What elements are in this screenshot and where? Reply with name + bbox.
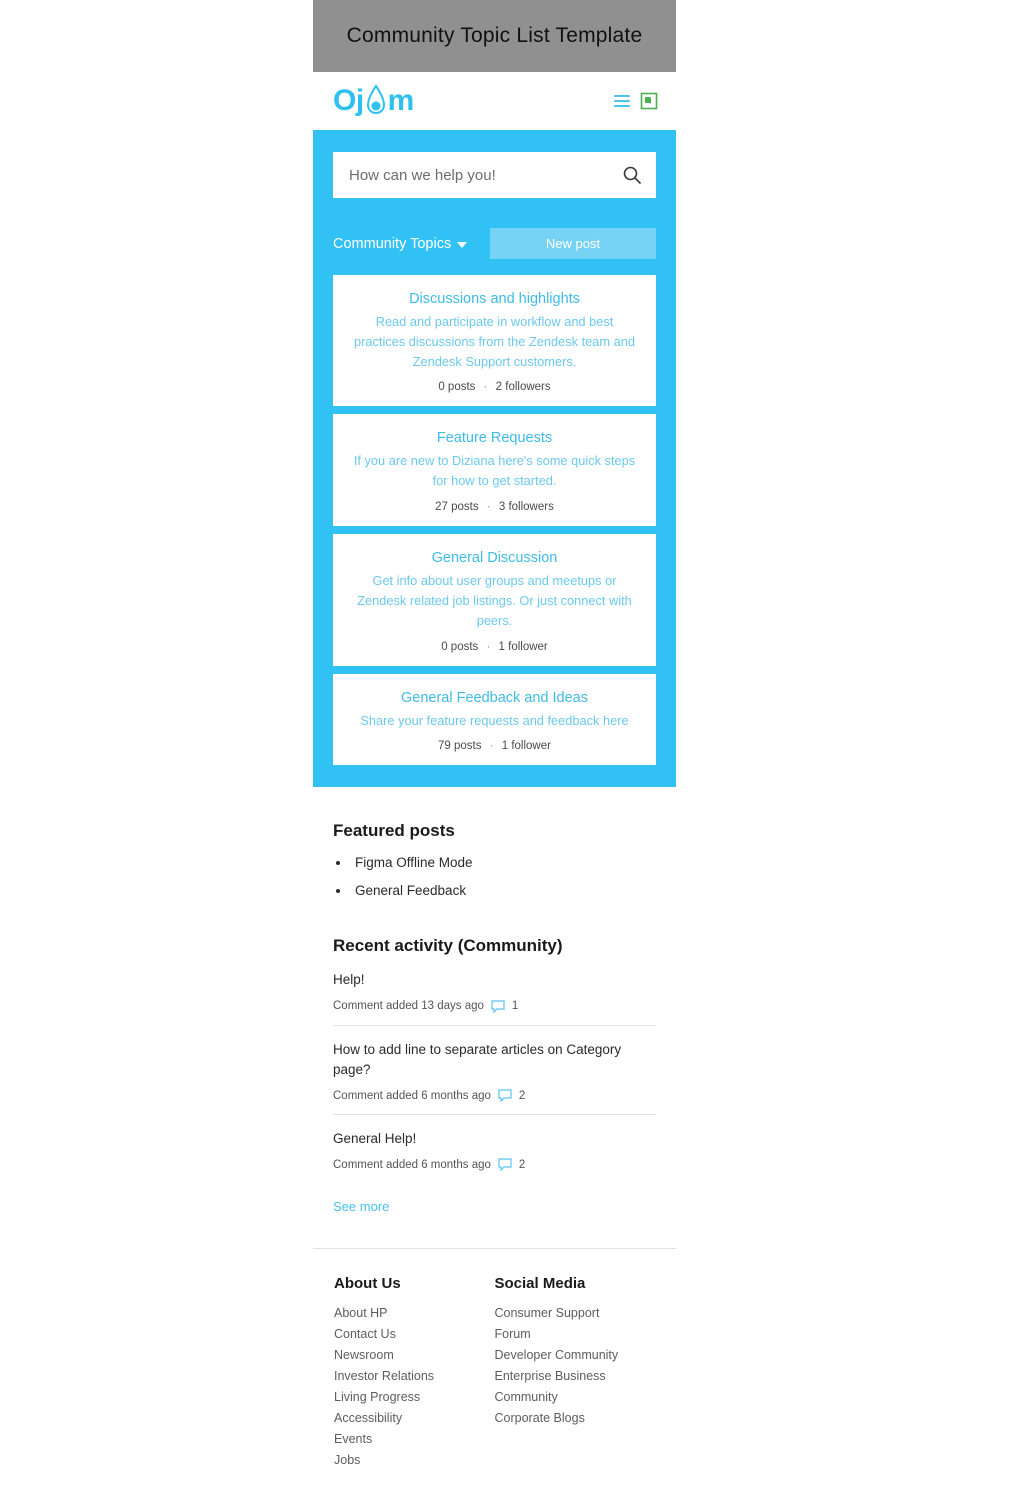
footer-link[interactable]: Community [494, 1390, 558, 1405]
activity-timestamp: Comment added 13 days ago [333, 1000, 484, 1013]
activity-title[interactable]: General Help! [333, 1131, 417, 1147]
featured-posts-list [333, 855, 656, 898]
water-drop-icon [365, 84, 387, 118]
topic-description: Share your feature requests and feedback here [360, 712, 629, 728]
topic-title[interactable]: Discussions and highlights [409, 291, 580, 307]
footer-link[interactable]: Developer Community [494, 1348, 619, 1363]
footer-column-about-us [333, 1275, 495, 1474]
list-item[interactable] [351, 855, 656, 870]
window-titlebar [313, 0, 676, 72]
topic-follower-count: 3 followers [498, 501, 554, 514]
brand-name-part2: m [387, 84, 414, 117]
topic-description: If you are new to Diziana here's some quick steps for how to get started. [353, 453, 636, 489]
featured-posts-heading: Featured posts [333, 821, 455, 841]
topic-post-count: 0 posts [438, 381, 476, 394]
featured-post-link[interactable]: General Feedback [355, 883, 467, 899]
topic-title[interactable]: General Feedback and Ideas [400, 689, 588, 706]
activity-timestamp: Comment added 6 months ago [333, 1158, 491, 1171]
activity-comment-count: 1 [511, 1000, 519, 1013]
activity-meta [333, 1158, 656, 1171]
mobile-preview-frame [313, 0, 676, 1474]
topic-card[interactable] [333, 275, 656, 406]
meta-separator: · [489, 740, 494, 753]
list-item[interactable] [351, 883, 656, 898]
topic-card[interactable] [333, 534, 656, 665]
chevron-down-icon [457, 242, 467, 248]
footer-link[interactable]: Corporate Blogs [494, 1411, 585, 1426]
footer-link[interactable]: Enterprise Business [494, 1369, 606, 1384]
brand-logo[interactable] [333, 84, 414, 118]
activity-comment-count: 2 [518, 1089, 526, 1102]
footer-heading: Social Media [494, 1275, 586, 1293]
activity-meta [333, 1089, 656, 1102]
footer-link[interactable]: Living Progress [334, 1390, 421, 1405]
site-header [313, 72, 676, 130]
brand-name-part1: Oj [333, 84, 364, 117]
activity-comment-count: 2 [518, 1158, 526, 1171]
footer-link[interactable]: Jobs [334, 1453, 361, 1468]
activity-row [333, 1040, 656, 1116]
book-icon[interactable] [640, 92, 658, 110]
topic-meta [351, 740, 638, 752]
topic-title[interactable]: Feature Requests [436, 430, 553, 447]
hero-section [313, 130, 676, 787]
topics-toolbar [333, 228, 656, 259]
meta-separator: · [486, 501, 491, 514]
featured-posts-section [313, 821, 676, 1216]
footer-link[interactable]: Contact Us [334, 1327, 396, 1342]
topic-list [333, 275, 656, 765]
topic-follower-count: 1 follower [498, 640, 548, 653]
featured-post-link[interactable]: Figma Offline Mode [355, 855, 473, 871]
topic-follower-count: 2 followers [495, 381, 551, 394]
new-post-button[interactable]: New post [490, 228, 656, 259]
footer-column-social-media [495, 1275, 657, 1474]
activity-timestamp: Comment added 6 months ago [333, 1089, 491, 1102]
search-icon[interactable] [622, 165, 642, 185]
topic-card[interactable] [333, 414, 656, 526]
meta-separator: · [483, 381, 488, 394]
activity-meta [333, 1000, 656, 1013]
page-title: Community Topic List Template [346, 24, 643, 47]
topic-meta [351, 641, 638, 653]
search-input[interactable] [347, 166, 622, 185]
see-more-link[interactable]: See more [333, 1199, 390, 1215]
topic-title[interactable]: General Discussion [431, 550, 558, 567]
recent-activity-heading: Recent activity (Community) [333, 936, 563, 956]
activity-row [333, 970, 656, 1025]
topic-post-count: 79 posts [438, 740, 482, 753]
activity-row [333, 1129, 656, 1183]
activity-title[interactable]: Help! [333, 972, 365, 988]
comment-icon [491, 1000, 505, 1013]
footer-link[interactable]: Consumer Support [494, 1306, 600, 1321]
topic-description: Get info about user groups and meetups or Zendesk related job listings. Or just connect with peers. [357, 573, 632, 628]
topic-meta [351, 501, 638, 513]
topic-card[interactable] [333, 674, 656, 766]
meta-separator: · [486, 640, 491, 653]
footer-link[interactable]: Accessibility [334, 1411, 403, 1426]
topic-post-count: 0 posts [441, 640, 479, 653]
comment-icon [498, 1158, 512, 1171]
site-footer [313, 1248, 676, 1474]
footer-link[interactable]: Forum [494, 1327, 531, 1342]
topic-post-count: 27 posts [435, 501, 479, 514]
footer-link[interactable]: Newsroom [334, 1348, 394, 1363]
header-actions [614, 92, 658, 110]
hamburger-icon[interactable] [614, 95, 630, 107]
community-topics-dropdown[interactable] [333, 236, 467, 252]
topic-description: Read and participate in workflow and best practices discussions from the Zendesk team and Zendesk Support customers. [354, 314, 635, 369]
footer-link[interactable]: Events [334, 1432, 373, 1447]
activity-title[interactable]: How to add line to separate articles on Category page? [333, 1041, 622, 1077]
search-bar[interactable] [333, 152, 656, 198]
comment-icon [498, 1089, 512, 1102]
community-topics-label: Community Topics [333, 235, 452, 252]
topic-follower-count: 1 follower [501, 740, 551, 753]
footer-link[interactable]: Investor Relations [334, 1369, 435, 1384]
footer-link[interactable]: About HP [334, 1306, 388, 1321]
footer-heading: About Us [334, 1275, 401, 1293]
topic-meta [351, 381, 638, 393]
